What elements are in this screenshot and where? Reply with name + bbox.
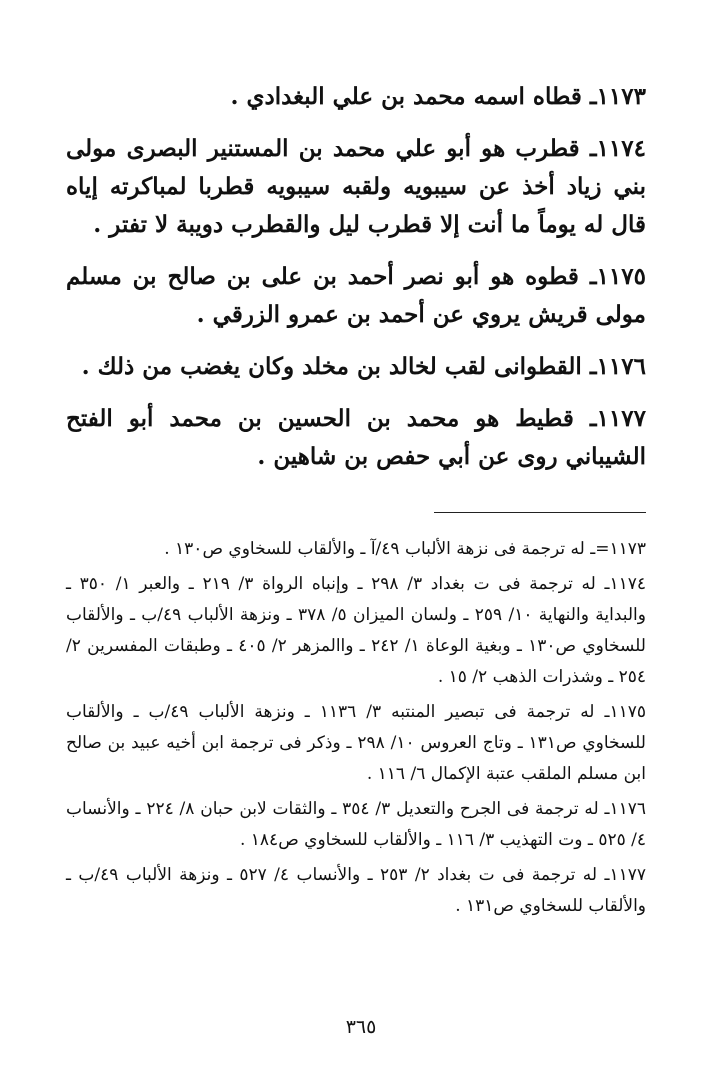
entry-1177	[66, 400, 646, 476]
entries-section	[66, 78, 646, 490]
entry-1174	[66, 130, 646, 244]
footnote-divider	[434, 512, 646, 513]
footnote-text: له ترجمة فى ت بغداد ٢/ ٢٥٣ ـ والأنساب ٤/ ٥٢٧ ـ ونزهة الألباب ٤٩/ب ـ والألقاب للسخاوي ص١٣١ .	[66, 865, 646, 916]
footnote-1176	[66, 794, 646, 856]
entry-number: ١١٧٧ـ	[589, 405, 646, 432]
footnote-number: ١١٧٦ـ	[604, 799, 647, 819]
entry-number: ١١٧٣ـ	[589, 83, 646, 110]
page-number: ٣٦٥	[345, 1016, 377, 1038]
entry-1176	[66, 348, 646, 386]
entry-number: ١١٧٤ـ	[589, 135, 646, 162]
footnote-1175	[66, 697, 646, 790]
footnote-1174	[66, 569, 646, 693]
footnotes-section	[66, 534, 646, 926]
footnote-text: له ترجمة فى نزهة الألباب ٤٩/آ ـ والألقاب للسخاوي ص١٣٠ .	[164, 539, 585, 559]
entry-text: قطوه هو أبو نصر أحمد بن على بن صالح بن مسلم مولى قريش يروي عن أحمد بن عمرو الزرقي .	[66, 263, 646, 328]
entry-text: قطرب هو أبو علي محمد بن المستنير البصرى مولى بني زياد أخذ عن سيبويه ولقبه سيبويه قطربا لمباكرته إياه قال له يوماً ما أنت إلا قطرب ليل والقطرب دويبة لا تفتر .	[66, 135, 646, 238]
entry-text: القطوانى لقب لخالد بن مخلد وكان يغضب من ذلك .	[81, 353, 582, 380]
footnote-text: له ترجمة فى تبصير المنتبه ٣/ ١١٣٦ ـ ونزهة الألباب ٤٩/ب ـ والألقاب للسخاوي ص١٣١ ـ وتاج العروس ١٠/ ٢٩٨ ـ وذكر فى ترجمة ابن أخيه عبيد بن صالح ابن مسلم الملقب عتبة الإكمال ٦/ ١١٦ .	[66, 702, 646, 784]
footnote-number: ١١٧٣=ـ	[590, 539, 646, 559]
entry-text: قطيط هو محمد بن الحسين بن محمد أبو الفتح الشيباني روى عن أبي حفص بن شاهين .	[66, 405, 646, 470]
footnote-1173	[66, 534, 646, 565]
entry-text: قطاه اسمه محمد بن علي البغدادي .	[230, 83, 582, 110]
entry-number: ١١٧٦ـ	[589, 353, 646, 380]
footnote-1177	[66, 860, 646, 922]
entry-1175	[66, 258, 646, 334]
footnote-text: له ترجمة فى الجرح والتعديل ٣/ ٣٥٤ ـ والثقات لابن حبان ٨/ ٢٢٤ ـ والأنساب ٤/ ٥٢٥ ـ وت التهذيب ٣/ ١١٦ ـ والألقاب للسخاوي ص١٨٤ .	[66, 799, 646, 850]
footnote-number: ١١٧٤ـ	[604, 574, 646, 594]
footnote-number: ١١٧٥ـ	[604, 702, 646, 722]
footnote-number: ١١٧٧ـ	[604, 865, 647, 885]
entry-number: ١١٧٥ـ	[589, 263, 646, 290]
footnote-text: له ترجمة فى ت بغداد ٣/ ٢٩٨ ـ وإنباه الرواة ٣/ ٢١٩ ـ والعبر ١/ ٣٥٠ ـ والبداية والنهاية ١٠/ ٢٥٩ ـ ولسان الميزان ٥/ ٣٧٨ ـ ونزهة الألباب ٤٩/ب ـ والألقاب للسخاوي ص١٣٠ ـ وبغية الوعاة ١/ ٢٤٢ ـ واالمزهر ٢/ ٤٠٥ ـ وطبقات المفسرين ٢/ ٢٥٤ ـ وشذرات الذهب ٢/ ١٥ .	[66, 574, 646, 687]
entry-1173	[66, 78, 646, 116]
